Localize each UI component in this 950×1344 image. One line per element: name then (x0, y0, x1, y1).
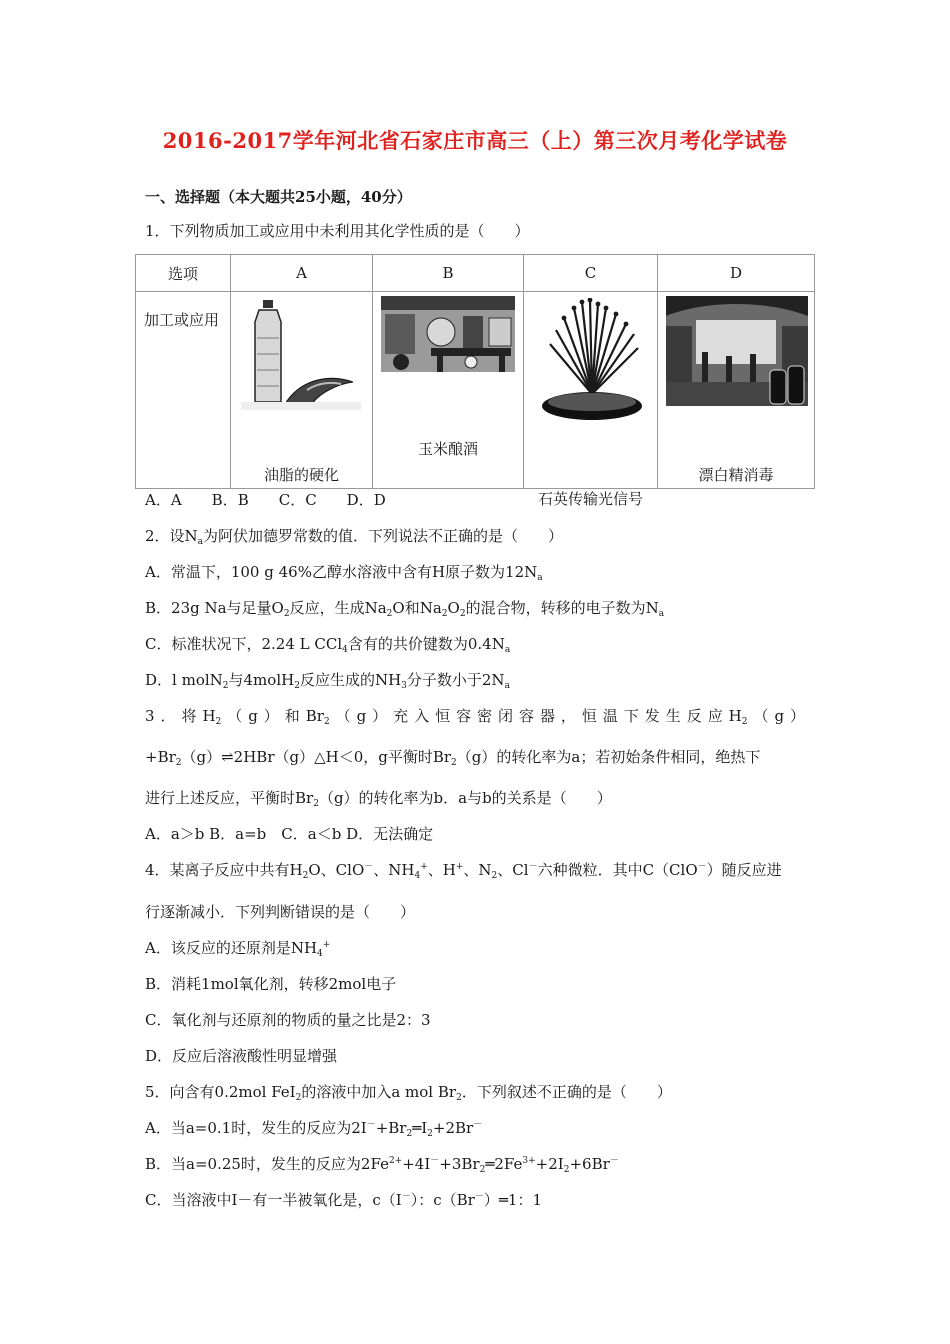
q2-b-sub-1: 2 (283, 609, 290, 619)
q3-stem-line-2 (145, 747, 760, 767)
corn-brewing-image (381, 296, 515, 372)
q4-l1-text-1: 4．某离子反应中共有H (145, 861, 303, 879)
q5-stem-sub-2: 2 (456, 1093, 462, 1103)
q5-b-text-2: +4I (402, 1155, 431, 1173)
q3-l3-sub-1: 2 (313, 799, 319, 809)
q5-c-text-2: ）：c（Br (410, 1191, 475, 1209)
q2-c-text-1: C．标准状况下，2.24 L CCl (145, 635, 343, 653)
q4-l1-text-2: O、ClO (308, 861, 365, 879)
q4-l1-text-3: 、NH (373, 861, 415, 879)
q5-b-text-5: +2I (535, 1155, 564, 1173)
q5-a-sup-1: － (366, 1120, 376, 1130)
bottle-and-oil-image (241, 298, 361, 410)
q2-b-sub-3: 2 (441, 609, 448, 619)
q1-table-body-row (136, 292, 815, 489)
q4-l1-text-7: 六种微粒．其中C（ClO (537, 861, 698, 879)
q4-stem-line-2: 行逐渐减小．下列判断错误的是（ ） (145, 903, 416, 921)
q5-c-sup-1: － (401, 1192, 411, 1202)
q4-l1-text-8: ）随反应进 (706, 861, 782, 879)
q4-option-d: D．反应后溶液酸性明显增强 (145, 1047, 338, 1065)
q4-a-text: A．该反应的还原剂是NH (145, 939, 318, 957)
q3-l2-sub-2: 2 (451, 758, 457, 768)
q4-option-b: B．消耗1mol氧化剂，转移2mol电子 (145, 975, 397, 993)
q5-a-sub-2: 2 (427, 1129, 433, 1139)
q4-option-a (145, 938, 330, 958)
q3-l2-sub-1: 2 (175, 758, 182, 768)
q2-d-text-1: D．l molN (145, 671, 223, 689)
q3-l1-sub-3: 2 (741, 717, 748, 727)
q3-options: A．a＞b B．a=b C．a＜b D．无法确定 (145, 825, 434, 843)
q5-b-text-4: ═2Fe (485, 1155, 523, 1173)
q4-stem-line-1 (145, 860, 782, 880)
q2-stem-text: 2．设N (145, 527, 198, 545)
q5-a-text-1: A．当a=0.1时，发生的反应为2I (145, 1119, 367, 1137)
q1-caption-b: 玉米酿酒 (417, 440, 478, 458)
q2-d-sub-4: a (504, 681, 510, 691)
q5-b-sup-3: 3+ (522, 1156, 536, 1166)
q2-b-text-5: 的混合物，转移的电子数为N (465, 599, 659, 617)
q5-b-text-1: B．当a=0.25时，发生的反应为2Fe (145, 1155, 389, 1173)
q4-l1-sub-1: 2 (302, 871, 309, 881)
q5-a-sup-2: － (473, 1120, 483, 1130)
q3-stem-line-1 (145, 706, 805, 726)
q2-b-sub-2: 2 (386, 609, 393, 619)
q2-d-sub-2: 2 (294, 681, 300, 691)
q3-l2-text-3: （g）的转化率为a；若初始条件相同，绝热下 (456, 748, 761, 766)
q4-l1-text-4: 、H (427, 861, 456, 879)
q5-c-sup-2: － (474, 1192, 484, 1202)
q2-stem-text-2: 为阿伏加德罗常数的值．下列说法不正确的是（ ） (203, 527, 564, 545)
q4-l1-sup-3: + (455, 862, 464, 872)
q2-stem-sub: a (197, 537, 204, 547)
q3-l1-text-3: （g）充入恒容密闭容器，恒温下发生反应H (329, 707, 742, 725)
q4-a-sup: + (322, 940, 331, 950)
q4-l1-sup-1: － (364, 862, 374, 872)
q2-b-text-4: O (447, 599, 460, 617)
q5-option-a (145, 1118, 482, 1138)
quartz-fiber-optic-image (534, 298, 650, 424)
q2-stem (145, 526, 563, 546)
q3-l1-text-4: （g） (747, 707, 806, 725)
q2-a-text: A．常温下，100 g 46%乙醇水溶液中含有H原子数为12N (145, 563, 538, 581)
q1-caption-d: 漂白精消毒 (698, 466, 774, 484)
q1-header-d: D (658, 255, 815, 292)
q2-option-b (145, 598, 664, 618)
q2-option-d (145, 670, 510, 690)
q1-options: A．A B．B C．C D．D (145, 491, 386, 509)
q4-l1-text-6: 、Cl (497, 861, 529, 879)
q2-b-sub-5: a (658, 609, 665, 619)
q1-cell-c (524, 292, 658, 508)
q5-option-b (145, 1154, 619, 1174)
q3-l1-text-2: （g）和Br (221, 707, 324, 725)
q4-option-c: C．氧化剂与还原剂的物质的量之比是2：3 (145, 1011, 431, 1029)
bleach-disinfection-image (666, 296, 808, 406)
q5-b-sub-1: 2 (479, 1165, 486, 1175)
q2-b-text-3: O和Na (392, 599, 442, 617)
q1-header-b: B (373, 255, 524, 292)
q1-cell-a (231, 292, 373, 489)
q3-stem-line-3 (145, 788, 612, 808)
q5-a-text-2: +Br (375, 1119, 407, 1137)
q1-caption-a: 油脂的硬化 (263, 466, 339, 484)
q5-a-sub-1: 2 (406, 1129, 413, 1139)
q5-c-text-3: ）═1：1 (483, 1191, 542, 1209)
q2-d-text-3: 反应生成的NH (299, 671, 402, 689)
q1-row-label-cell (136, 292, 231, 489)
q2-d-sub-1: 2 (222, 681, 229, 691)
q1-cell-d (658, 292, 815, 489)
q5-b-sup-4: － (609, 1156, 619, 1166)
q4-l1-sup-2: + (420, 862, 428, 872)
exam-title: 2016-2017学年河北省石家庄市高三（上）第三次月考化学试卷 (162, 128, 788, 153)
q5-stem-sub-1: 2 (295, 1093, 302, 1103)
q1-header-a: A (231, 255, 373, 292)
q1-cell-b (373, 292, 524, 489)
q2-d-sub-3: 3 (401, 681, 407, 691)
q2-c-text-2: 含有的共价键数为0.4N (347, 635, 505, 653)
q5-b-text-6: +6Br (569, 1155, 610, 1173)
q2-b-text-1: B．23g Na与足量O (145, 599, 284, 617)
q2-option-a (145, 562, 543, 582)
q5-c-text-1: C．当溶液中I－有一半被氧化是，c（I (145, 1191, 402, 1209)
q2-d-text-2: 与4molH (228, 671, 295, 689)
q3-l3-text-2: （g）的转化率为b．a与b的关系是（ ） (318, 789, 612, 807)
q5-a-text-3: ═I (412, 1119, 428, 1137)
q1-header-option: 选项 (136, 255, 231, 292)
q4-a-sub: 4 (317, 949, 323, 959)
q5-option-c (145, 1190, 542, 1210)
q4-l1-text-5: 、N (463, 861, 492, 879)
q2-option-c (145, 634, 510, 654)
q5-stem (145, 1082, 672, 1102)
q3-l1-text-1: 3．将H (145, 707, 216, 725)
q5-a-text-4: +2Br (432, 1119, 474, 1137)
q1-caption-c: 石英传输光信号 (537, 490, 643, 508)
q2-b-sub-4: 2 (459, 609, 466, 619)
q5-stem-text-3: ．下列叙述不正确的是（ ） (461, 1083, 672, 1101)
q2-d-text-4: 分子数小于2N (406, 671, 505, 689)
q3-l3-text-1: 进行上述反应，平衡时Br (145, 789, 314, 807)
q2-c-sub-2: a (504, 645, 511, 655)
q5-b-text-3: +3Br (439, 1155, 480, 1173)
q4-l1-sub-3: 2 (491, 871, 498, 881)
q3-l1-sub-2: 2 (323, 717, 330, 727)
q2-a-sub: a (537, 573, 543, 583)
section-heading: 一、选择题（本大题共25小题，40分） (145, 188, 412, 206)
q5-b-sup-2: － (430, 1156, 440, 1166)
q4-l1-sup-5: － (697, 862, 707, 872)
q1-row-label: 加工或应用 (144, 311, 220, 329)
q1-table-header-row (136, 255, 815, 292)
q2-b-text-2: 反应，生成Na (289, 599, 387, 617)
q5-stem-text-2: 的溶液中加入a mol Br (301, 1083, 457, 1101)
q4-l1-sub-2: 4 (414, 871, 421, 881)
q2-c-sub-1: 4 (342, 645, 348, 655)
q3-l2-text-2: （g）⇌2HBr（g）△H＜0，g平衡时Br (181, 748, 452, 766)
q5-b-sub-2: 2 (563, 1165, 570, 1175)
q3-l1-sub-1: 2 (215, 717, 222, 727)
q1-stem: 1．下列物质加工或应用中未利用其化学性质的是（ ） (145, 222, 530, 240)
q1-header-c: C (524, 255, 658, 292)
q4-l1-sup-4: － (528, 862, 538, 872)
q5-stem-text-1: 5．向含有0.2mol FeI (145, 1083, 296, 1101)
q3-l2-text-1: +Br (145, 748, 176, 766)
q5-b-sup-1: 2+ (388, 1156, 403, 1166)
